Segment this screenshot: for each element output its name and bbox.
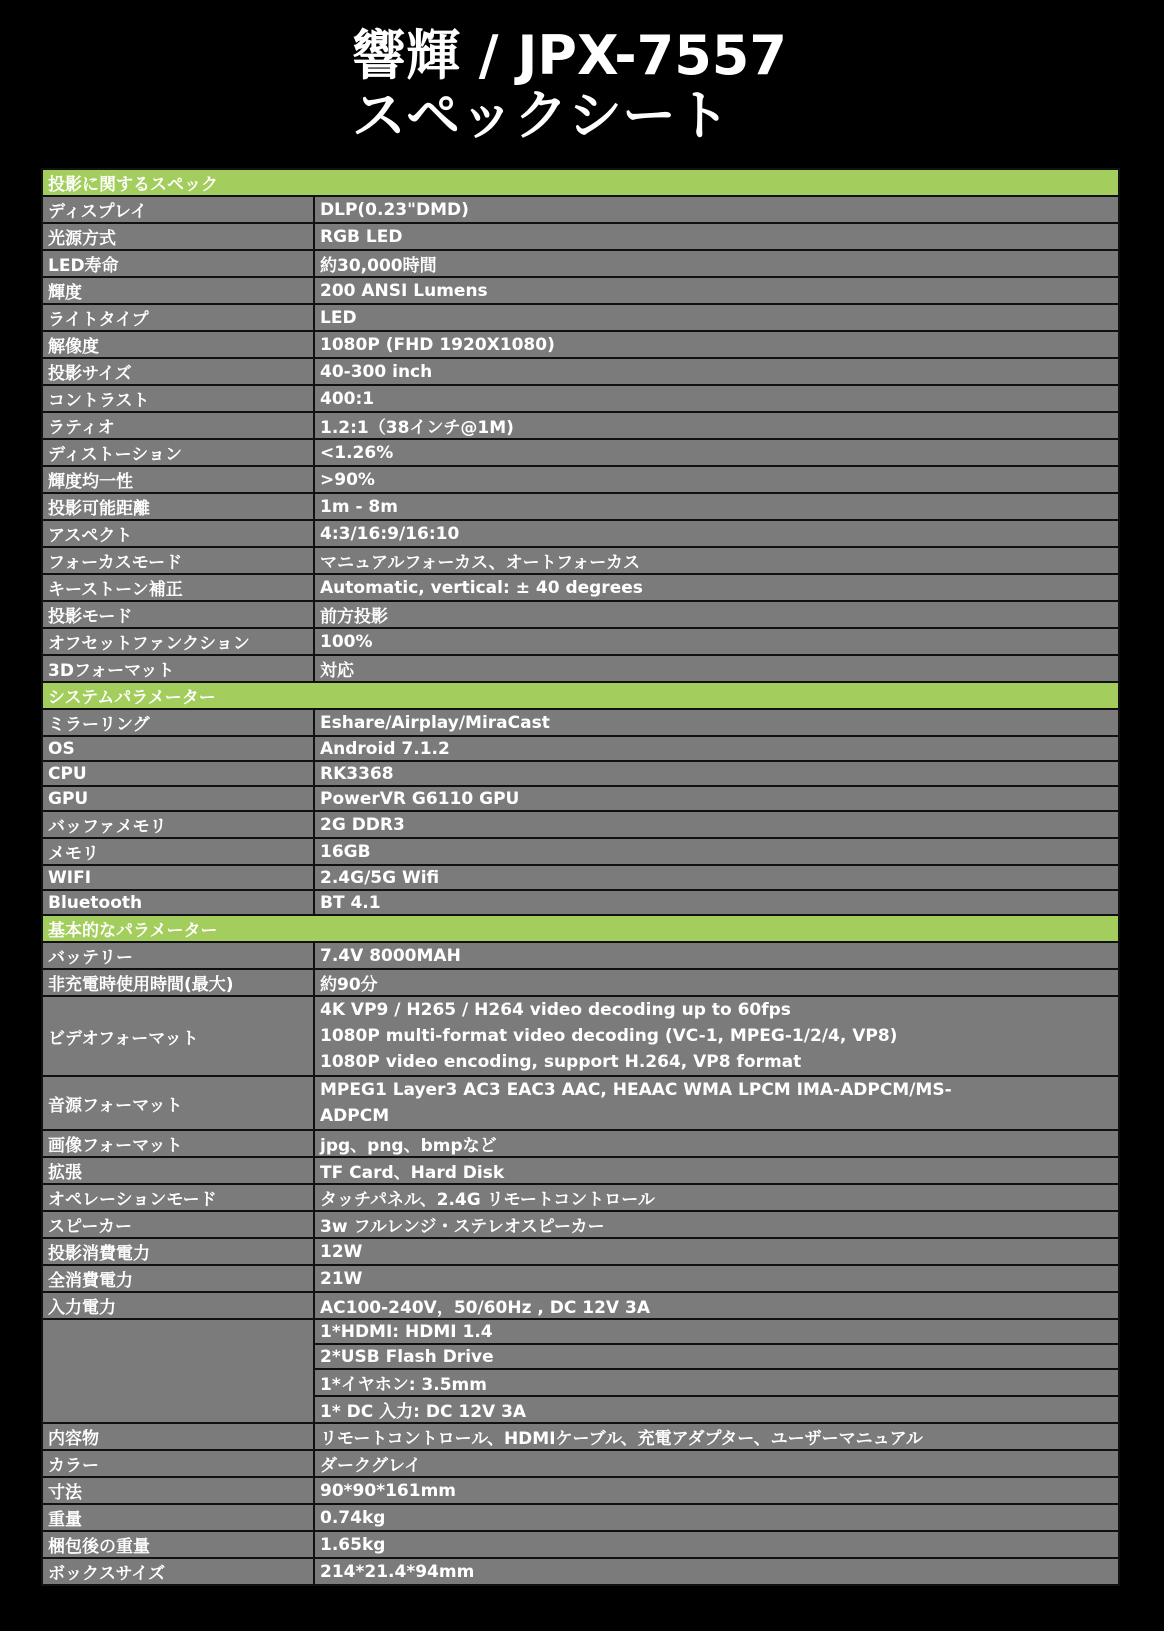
- spec-label: 梱包後の重量: [42, 1531, 314, 1558]
- spec-label: スピーカー: [42, 1211, 314, 1238]
- spec-value: 21W: [314, 1265, 1119, 1292]
- section-title: 投影に関するスペック: [42, 169, 1119, 196]
- table-row: [42, 412, 1119, 439]
- spec-value: Eshare/Airplay/MiraCast: [314, 709, 1119, 736]
- table-row: [42, 1423, 1119, 1450]
- table-row: [42, 574, 1119, 601]
- table-row: [42, 223, 1119, 250]
- spec-table-body: [42, 169, 1119, 1585]
- table-row: [42, 1265, 1119, 1292]
- spec-label: 投影サイズ: [42, 358, 314, 385]
- spec-label: バッファメモリ: [42, 811, 314, 838]
- spec-value: 前方投影: [314, 601, 1119, 628]
- table-row: [42, 1531, 1119, 1558]
- spec-value: [314, 996, 1119, 1076]
- table-row: [42, 1292, 1119, 1319]
- spec-label: 重量: [42, 1504, 314, 1531]
- spec-label: 光源方式: [42, 223, 314, 250]
- spec-value: タッチパネル、2.4G リモートコントロール: [314, 1184, 1119, 1211]
- spec-value: jpg、png、bmpなど: [314, 1130, 1119, 1157]
- table-row: [42, 786, 1119, 811]
- spec-label: カラー: [42, 1450, 314, 1477]
- spec-label: 寸法: [42, 1477, 314, 1504]
- table-row: [42, 196, 1119, 223]
- table-row: [42, 1076, 1119, 1130]
- spec-label: 解像度: [42, 331, 314, 358]
- spec-value-line: ADPCM: [320, 1106, 390, 1126]
- table-row: [42, 250, 1119, 277]
- table-row: [42, 709, 1119, 736]
- table-row: [42, 520, 1119, 547]
- spec-label: ディスプレイ: [42, 196, 314, 223]
- table-row: [42, 1319, 1119, 1344]
- spec-value: Android 7.1.2: [314, 736, 1119, 761]
- spec-value: 2G DDR3: [314, 811, 1119, 838]
- spec-label: コントラスト: [42, 385, 314, 412]
- spec-label: 投影モード: [42, 601, 314, 628]
- section-title: 基本的なパラメーター: [42, 915, 1119, 942]
- table-row: [42, 1211, 1119, 1238]
- spec-value: [314, 1076, 1119, 1130]
- spec-value: <1.26%: [314, 439, 1119, 466]
- spec-value: 1.65kg: [314, 1531, 1119, 1558]
- spec-label: LED寿命: [42, 250, 314, 277]
- table-row: [42, 439, 1119, 466]
- table-row: [42, 996, 1119, 1076]
- table-row: [42, 1477, 1119, 1504]
- spec-value: LED: [314, 304, 1119, 331]
- spec-value: 400:1: [314, 385, 1119, 412]
- table-row: [42, 736, 1119, 761]
- page-subtitle: スペックシート: [352, 84, 730, 147]
- spec-value: 1m - 8m: [314, 493, 1119, 520]
- spec-value-line: MPEG1 Layer3 AC3 EAC3 AAC, HEAAC WMA LPCM IMA-ADPCM/MS-: [320, 1080, 952, 1100]
- spec-label: アスペクト: [42, 520, 314, 547]
- spec-value: TF Card、Hard Disk: [314, 1157, 1119, 1184]
- table-row: [42, 601, 1119, 628]
- spec-label: [42, 1319, 314, 1423]
- spec-value: 7.4V 8000MAH: [314, 942, 1119, 969]
- table-row: [42, 1238, 1119, 1265]
- spec-label: メモリ: [42, 838, 314, 865]
- spec-label: オペレーションモード: [42, 1184, 314, 1211]
- spec-value: RGB LED: [314, 223, 1119, 250]
- table-row: [42, 1184, 1119, 1211]
- section-header-row: [42, 682, 1119, 709]
- spec-label: オフセットファンクション: [42, 628, 314, 655]
- spec-value: RK3368: [314, 761, 1119, 786]
- spec-value: 1* DC 入力: DC 12V 3A: [314, 1396, 1119, 1423]
- spec-label: ディストーション: [42, 439, 314, 466]
- table-row: [42, 942, 1119, 969]
- section-header-row: [42, 169, 1119, 196]
- spec-value: 1080P (FHD 1920X1080): [314, 331, 1119, 358]
- spec-value: AC100-240V，50/60Hz , DC 12V 3A: [314, 1292, 1119, 1319]
- spec-label: キーストーン補正: [42, 574, 314, 601]
- spec-value: 約30,000時間: [314, 250, 1119, 277]
- section-title: システムパラメーター: [42, 682, 1119, 709]
- spec-label: 輝度均一性: [42, 466, 314, 493]
- spec-label: ライトタイプ: [42, 304, 314, 331]
- spec-value: 40-300 inch: [314, 358, 1119, 385]
- spec-label: 音源フォーマット: [42, 1076, 314, 1130]
- table-row: [42, 331, 1119, 358]
- table-row: [42, 655, 1119, 682]
- spec-label: 投影消費電力: [42, 1238, 314, 1265]
- table-row: [42, 1558, 1119, 1585]
- title-block: [352, 26, 1052, 146]
- table-row: [42, 890, 1119, 915]
- spec-value: 1*HDMI: HDMI 1.4: [314, 1319, 1119, 1344]
- table-row: [42, 1130, 1119, 1157]
- spec-value: 214*21.4*94mm: [314, 1558, 1119, 1585]
- table-row: [42, 1450, 1119, 1477]
- spec-value: Automatic, vertical: ± 40 degrees: [314, 574, 1119, 601]
- spec-label: GPU: [42, 786, 314, 811]
- spec-value-line: 4K VP9 / H265 / H264 video decoding up to 60fps: [320, 1000, 791, 1020]
- spec-value: 0.74kg: [314, 1504, 1119, 1531]
- spec-label: OS: [42, 736, 314, 761]
- spec-label: CPU: [42, 761, 314, 786]
- spec-label: ラティオ: [42, 412, 314, 439]
- spec-label: 画像フォーマット: [42, 1130, 314, 1157]
- spec-table: [41, 168, 1120, 1586]
- spec-label: 輝度: [42, 277, 314, 304]
- table-row: [42, 304, 1119, 331]
- spec-value: 約90分: [314, 969, 1119, 996]
- spec-label: Bluetooth: [42, 890, 314, 915]
- spec-value-line: 1080P multi-format video decoding (VC-1, MPEG-1/2/4, VP8): [320, 1026, 898, 1046]
- table-row: [42, 493, 1119, 520]
- spec-value: >90%: [314, 466, 1119, 493]
- spec-label: 入力電力: [42, 1292, 314, 1319]
- spec-label: 全消費電力: [42, 1265, 314, 1292]
- spec-value: 200 ANSI Lumens: [314, 277, 1119, 304]
- spec-label: 投影可能距離: [42, 493, 314, 520]
- page-title: 響輝 / JPX-7557: [352, 24, 787, 87]
- spec-value: 対応: [314, 655, 1119, 682]
- spec-value: 2*USB Flash Drive: [314, 1344, 1119, 1369]
- spec-label: 非充電時使用時間(最大): [42, 969, 314, 996]
- table-row: [42, 385, 1119, 412]
- spec-label: ミラーリング: [42, 709, 314, 736]
- section-header-row: [42, 915, 1119, 942]
- spec-value: DLP(0.23"DMD): [314, 196, 1119, 223]
- spec-value: 16GB: [314, 838, 1119, 865]
- spec-value: 100%: [314, 628, 1119, 655]
- table-row: [42, 547, 1119, 574]
- spec-value: マニュアルフォーカス、オートフォーカス: [314, 547, 1119, 574]
- spec-label: バッテリー: [42, 942, 314, 969]
- spec-value: 3w フルレンジ・ステレオスピーカー: [314, 1211, 1119, 1238]
- table-row: [42, 628, 1119, 655]
- spec-value: 90*90*161mm: [314, 1477, 1119, 1504]
- spec-label: ビデオフォーマット: [42, 996, 314, 1076]
- spec-value-line: 1080P video encoding, support H.264, VP8 format: [320, 1052, 802, 1072]
- spec-value: ダークグレイ: [314, 1450, 1119, 1477]
- table-row: [42, 1504, 1119, 1531]
- table-row: [42, 761, 1119, 786]
- spec-value: リモートコントロール、HDMIケーブル、充電アダプター、ユーザーマニュアル: [314, 1423, 1119, 1450]
- table-row: [42, 466, 1119, 493]
- table-row: [42, 277, 1119, 304]
- spec-value: 4:3/16:9/16:10: [314, 520, 1119, 547]
- table-row: [42, 1157, 1119, 1184]
- table-row: [42, 838, 1119, 865]
- table-row: [42, 358, 1119, 385]
- spec-label: WIFI: [42, 865, 314, 890]
- spec-value: 1.2:1（38インチ@1M): [314, 412, 1119, 439]
- spec-label: 内容物: [42, 1423, 314, 1450]
- spec-label: 3Dフォーマット: [42, 655, 314, 682]
- spec-value: 2.4G/5G Wifi: [314, 865, 1119, 890]
- table-row: [42, 811, 1119, 838]
- spec-value: 12W: [314, 1238, 1119, 1265]
- table-row: [42, 865, 1119, 890]
- spec-value: 1*イヤホン: 3.5mm: [314, 1369, 1119, 1396]
- spec-label: ボックスサイズ: [42, 1558, 314, 1585]
- spec-label: フォーカスモード: [42, 547, 314, 574]
- spec-value: BT 4.1: [314, 890, 1119, 915]
- spec-value: PowerVR G6110 GPU: [314, 786, 1119, 811]
- spec-label: 拡張: [42, 1157, 314, 1184]
- table-row: [42, 969, 1119, 996]
